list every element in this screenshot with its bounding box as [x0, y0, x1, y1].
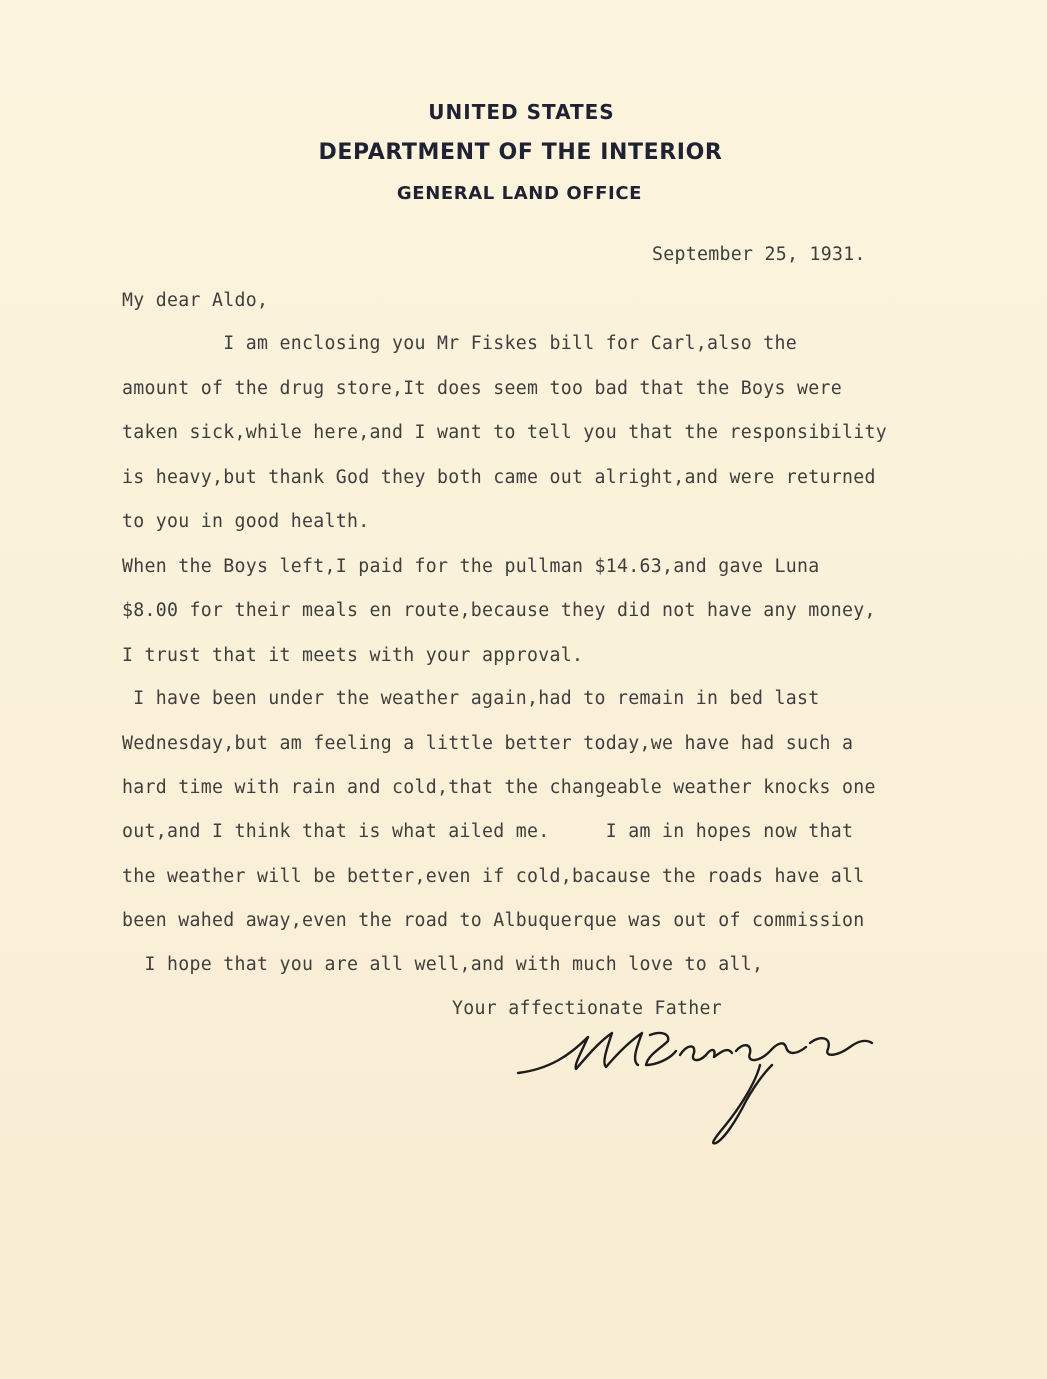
body-line: to you in good health.: [122, 511, 370, 532]
body-line: Wednesday,but am feeling a little better today,we have had such a: [122, 733, 854, 754]
body-line: hard time with rain and cold,that the changeable weather knocks one: [122, 777, 876, 798]
body-line: I trust that it meets with your approval.: [122, 645, 584, 666]
body-line: is heavy,but thank God they both came out alright,and were returned: [122, 467, 876, 488]
closing: Your affectionate Father: [452, 998, 722, 1019]
body-line: the weather will be better,even if cold,bacause the roads have all: [122, 866, 865, 887]
body-line: I hope that you are all well,and with much love to all,: [122, 954, 764, 975]
letterhead-country: UNITED STATES: [428, 100, 615, 124]
body-line: I have been under the weather again,had to remain in bed last: [122, 688, 820, 709]
body-line: When the Boys left,I paid for the pullman $14.63,and gave Luna: [122, 556, 820, 577]
body-line: $8.00 for their meals en route,because they did not have any money,: [122, 600, 876, 621]
body-line: taken sick,while here,and I want to tell you that the responsibility: [122, 422, 887, 443]
letter-date: September 25, 1931.: [652, 244, 866, 265]
letterhead-department: DEPARTMENT OF THE INTERIOR: [318, 140, 723, 165]
body-line: I am enclosing you Mr Fiskes bill for Carl,also the: [122, 333, 797, 354]
body-line: been wahed away,even the road to Albuquerque was out of commission: [122, 910, 865, 931]
letterhead-office: GENERAL LAND OFFICE: [396, 183, 643, 204]
body-line: out,and I think that is what ailed me. I am in hopes now that: [122, 821, 854, 842]
salutation: My dear Aldo,: [122, 290, 269, 311]
handwritten-signature: [510, 1025, 890, 1155]
body-line: amount of the drug store,It does seem too bad that the Boys were: [122, 378, 842, 399]
